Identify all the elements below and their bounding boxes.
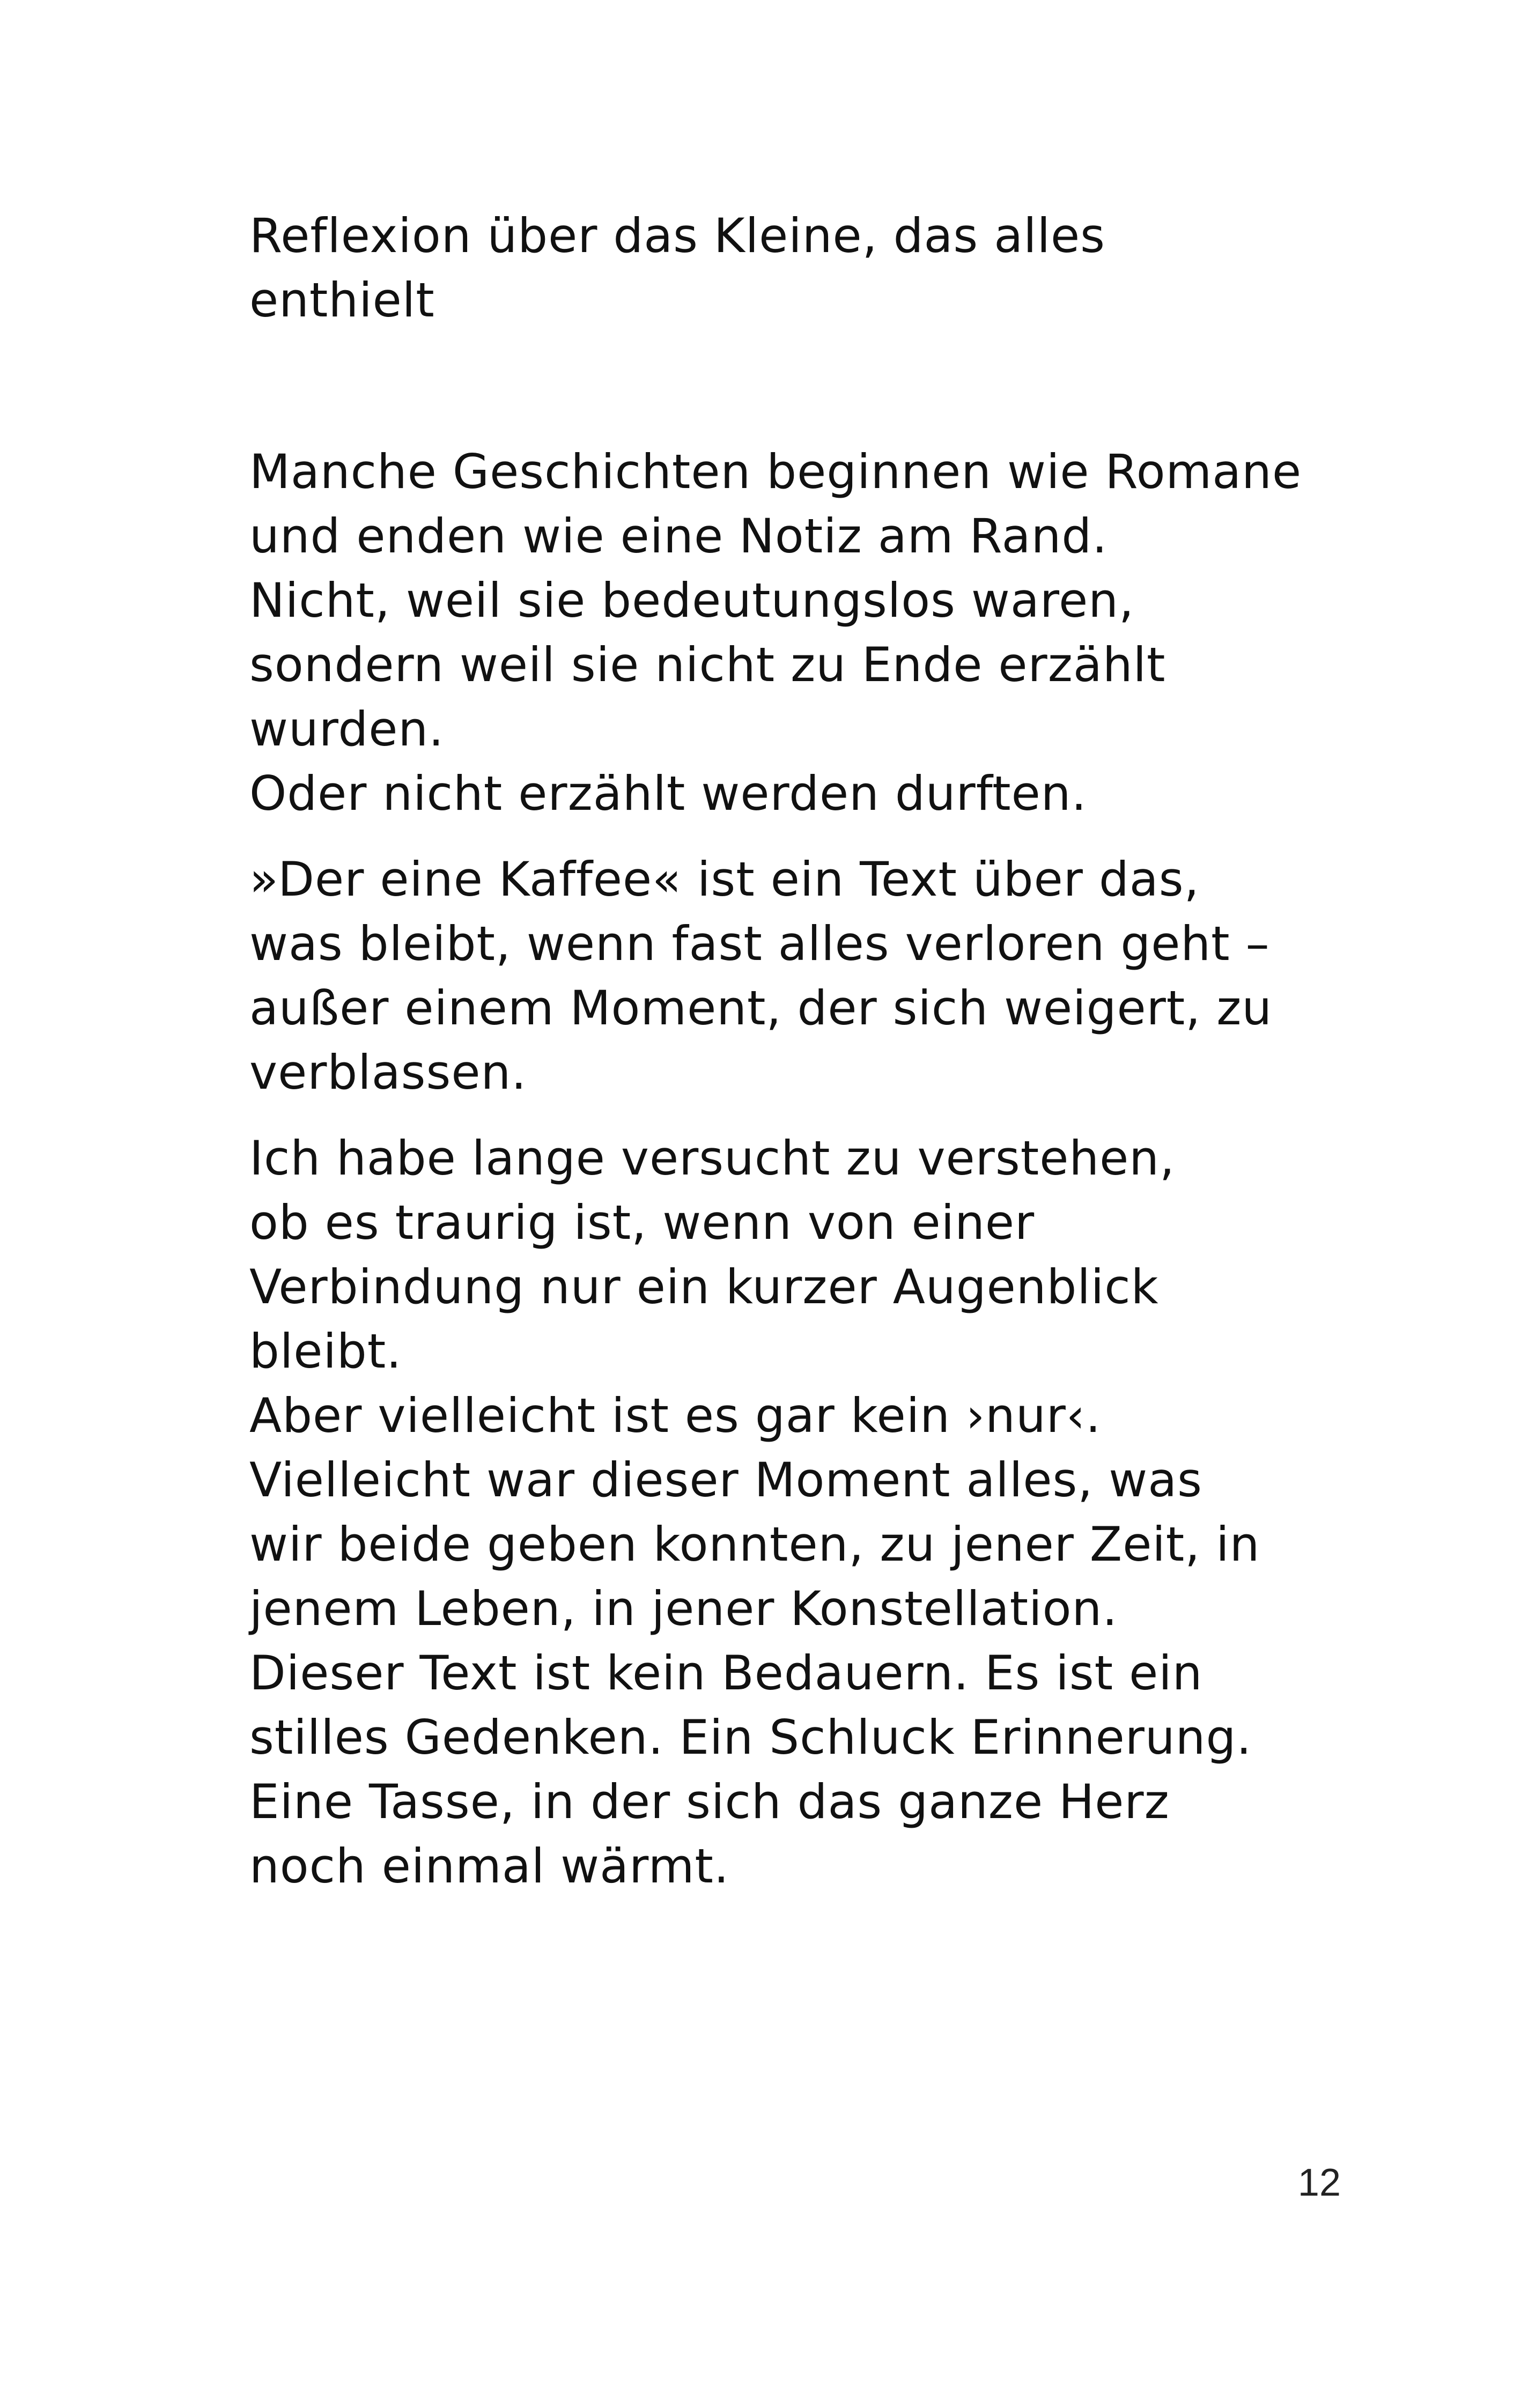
text-line: stilles Gedenken. Ein Schluck Erinnerung. xyxy=(249,1710,1252,1765)
text-line: wir beide geben konnten, zu jener Zeit, in xyxy=(249,1517,1260,1572)
text-line: »Der eine Kaffee« ist ein Text über das, xyxy=(249,852,1200,907)
page-number: 12 xyxy=(1297,2161,1341,2204)
text-line: was bleibt, wenn fast alles verloren geht – xyxy=(249,916,1270,971)
text-line: sondern weil sie nicht zu Ende erzählt xyxy=(249,637,1166,692)
text-line: und enden wie eine Notiz am Rand. xyxy=(249,508,1108,564)
paragraph xyxy=(249,1126,1322,1899)
text-line: Ich habe lange versucht zu verstehen, xyxy=(249,1131,1176,1186)
text-line: Manche Geschichten beginnen wie Romane xyxy=(249,444,1302,499)
text-line: Oder nicht erzählt werden durften. xyxy=(249,766,1087,821)
text-block xyxy=(249,204,1322,1920)
paragraph xyxy=(249,440,1322,826)
text-line: ob es traurig ist, wenn von einer xyxy=(249,1195,1035,1250)
text-line: Nicht, weil sie bedeutungslos waren, xyxy=(249,573,1134,628)
text-line: verblassen. xyxy=(249,1045,527,1100)
text-line: außer einem Moment, der sich weigert, zu xyxy=(249,980,1273,1036)
text-line: jenem Leben, in jener Konstellation. xyxy=(249,1581,1118,1636)
title-line: Reflexion über das Kleine, das alles xyxy=(249,208,1106,263)
text-line: Dieser Text ist kein Bedauern. Es ist ein xyxy=(249,1645,1203,1701)
text-line: noch einmal wärmt. xyxy=(249,1838,729,1894)
paragraph xyxy=(249,847,1322,1105)
text-line: Vielleicht war dieser Moment alles, was xyxy=(249,1452,1202,1508)
text-line: Verbindung nur ein kurzer Augenblick xyxy=(249,1259,1159,1314)
text-line: bleibt. xyxy=(249,1324,402,1379)
text-line: Aber vielleicht ist es gar kein ›nur‹. xyxy=(249,1388,1102,1443)
page-title xyxy=(249,204,1322,333)
title-line: enthielt xyxy=(249,272,435,328)
text-line: Eine Tasse, in der sich das ganze Herz xyxy=(249,1774,1170,1829)
text-line: wurden. xyxy=(249,701,445,757)
